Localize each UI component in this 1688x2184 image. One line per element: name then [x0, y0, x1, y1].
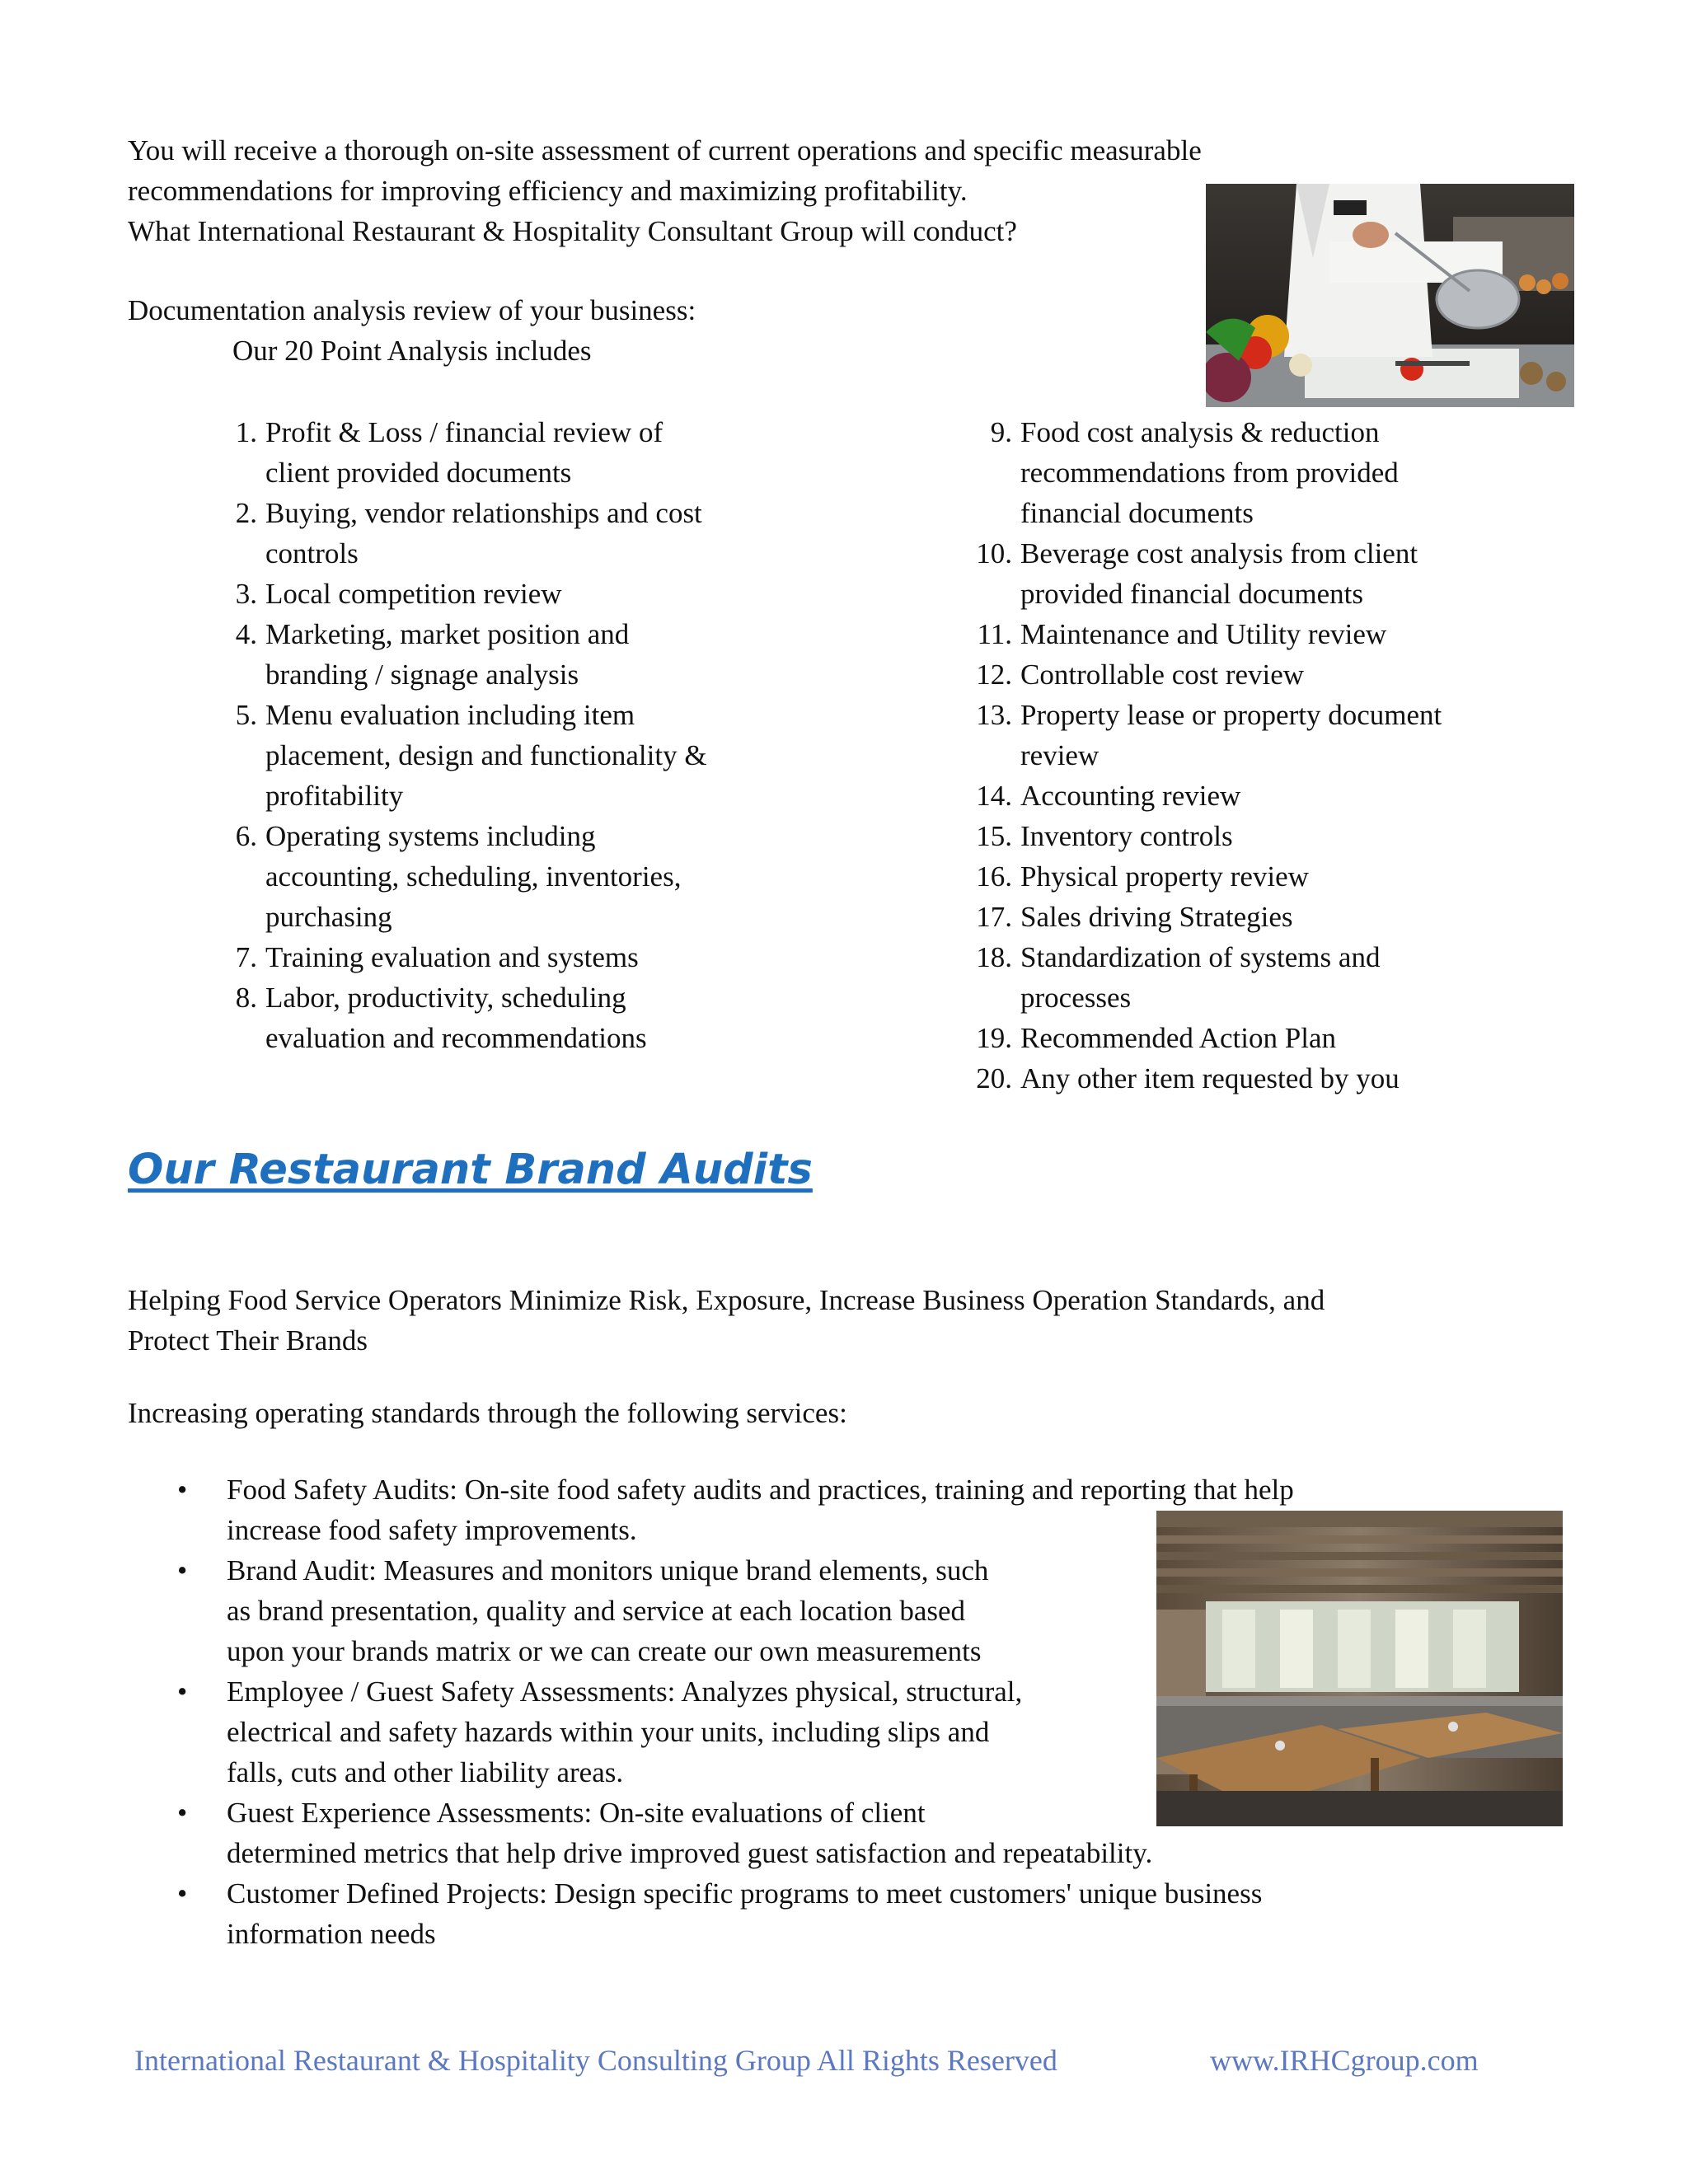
list-item: • Customer Defined Projects: Design specific programs to meet customers' unique business information needs: [177, 1873, 1512, 1954]
list-item: 15. Inventory controls: [976, 820, 1233, 852]
list-item: 14. Accounting review: [976, 780, 1241, 812]
list-item: 1. Profit & Loss / financial review of client provided documents: [235, 416, 663, 489]
list-item: • Brand Audit: Measures and monitors unique brand elements, such as brand presentation, quality and service at each location based upon your brands matrix or we can create our own measurements: [177, 1550, 1512, 1671]
helping-paragraph: Helping Food Service Operators Minimize Risk, Exposure, Increase Business Operation Standards, and Protect Their Brands: [128, 1284, 1325, 1357]
list-item: 9. Food cost analysis & reduction recommendations from provided financial documents: [990, 416, 1399, 529]
list-item: 3. Local competition review: [235, 578, 562, 610]
list-item: 4. Marketing, market position and branding / signage analysis: [235, 618, 630, 691]
list-item: 6. Operating systems including accounting, scheduling, inventories, purchasing: [235, 820, 682, 933]
list-item: 13. Property lease or property document review: [976, 699, 1442, 771]
analysis-list-right: [971, 412, 1556, 1099]
intro-paragraph: You will receive a thorough on-site assessment of current operations and specific measurable recommendations for improving efficiency and maximizing profitability. What International Restaurant & Hospitality Consultant Group will conduct?: [128, 134, 1202, 247]
list-item: 16. Physical property review: [976, 860, 1309, 893]
list-item: 18. Standardization of systems and processes: [976, 941, 1381, 1014]
chef-cooking-photo: [1206, 184, 1574, 407]
list-item: • Employee / Guest Safety Assessments: Analyzes physical, structural, electrical and safety hazards within your units, including slips and falls, cuts and other liability areas.: [177, 1671, 1512, 1793]
list-item: 7. Training evaluation and systems: [235, 941, 639, 973]
list-item: 20. Any other item requested by you: [976, 1062, 1400, 1094]
list-item: 17. Sales driving Strategies: [976, 901, 1293, 933]
analysis-intro-line: Our 20 Point Analysis includes: [232, 335, 592, 367]
footer-website-link[interactable]: www.IRHCgroup.com: [1210, 2044, 1479, 2077]
list-item: 19. Recommended Action Plan: [976, 1022, 1336, 1054]
list-item: 10. Beverage cost analysis from client provided financial documents: [976, 537, 1418, 610]
list-item: 5. Menu evaluation including item placement, design and functionality & profitability: [235, 699, 707, 812]
list-item: • Food Safety Audits: On-site food safety audits and practices, training and reporting that help increase food safety improvements.: [177, 1469, 1512, 1550]
restaurant-interior-photo: [1156, 1511, 1563, 1826]
list-item: 12. Controllable cost review: [976, 658, 1305, 691]
increasing-standards-line: Increasing operating standards through the following services:: [128, 1397, 847, 1429]
brand-audits-heading: Our Restaurant Brand Audits: [128, 1146, 813, 1194]
footer-rights: International Restaurant & Hospitality Consulting Group All Rights Reserved: [134, 2044, 1057, 2077]
list-item: 2. Buying, vendor relationships and cost controls: [235, 497, 702, 569]
documentation-review-line: Documentation analysis review of your business:: [128, 294, 696, 326]
list-item: 8. Labor, productivity, scheduling evaluation and recommendations: [235, 982, 647, 1054]
list-item: • Guest Experience Assessments: On-site evaluations of client determined metrics that help drive improved guest satisfaction and repeatability.: [177, 1793, 1512, 1873]
page-footer: [134, 2040, 1519, 2081]
list-item: 11. Maintenance and Utility review: [977, 618, 1387, 650]
analysis-list-left: [216, 412, 793, 1058]
